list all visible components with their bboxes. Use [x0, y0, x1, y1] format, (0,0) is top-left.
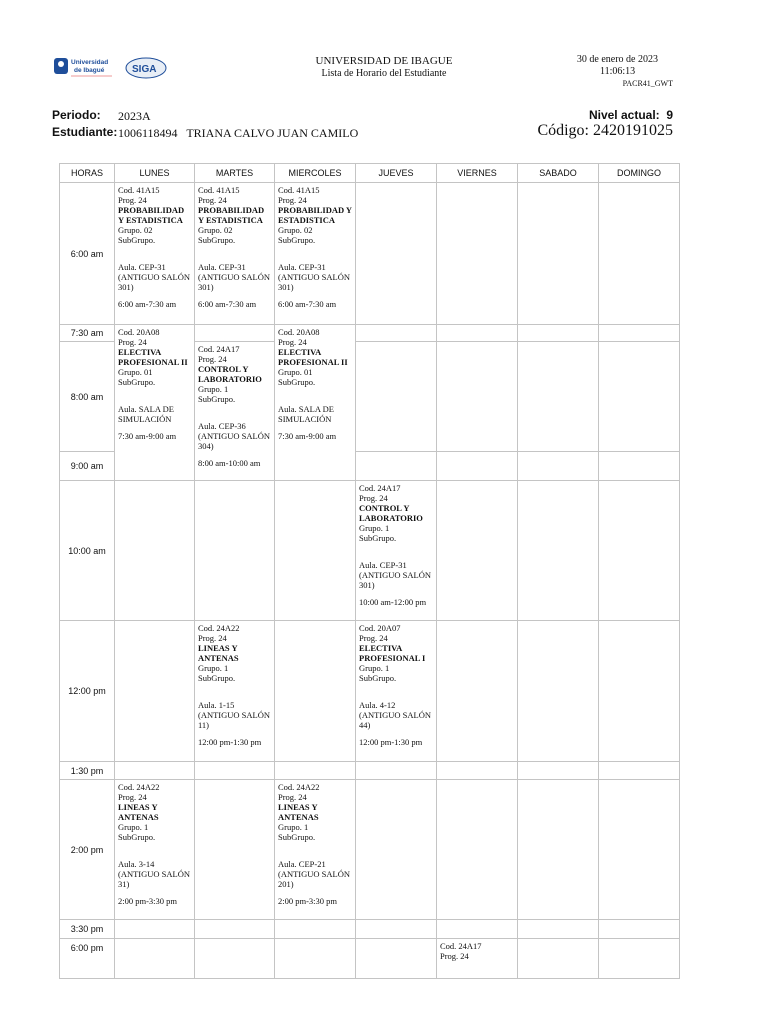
course-group: Grupo. 1 — [278, 822, 309, 832]
course-room: Aula. CEP-31 (ANTIGUO SALÓN 301) — [118, 262, 191, 292]
col-header-viernes: VIERNES — [437, 164, 518, 183]
codigo-value: 2420191025 — [593, 122, 673, 139]
col-header-lunes: LUNES — [115, 164, 195, 183]
course-prog: Prog. 24 — [359, 633, 388, 643]
course-code: Cod. 20A08 — [278, 327, 320, 337]
course-group: Grupo. 1 — [198, 663, 229, 673]
hour-cell: 6:00 pm — [60, 939, 115, 979]
event-cell — [195, 342, 275, 481]
svg-text:SIGA: SIGA — [132, 64, 157, 75]
course-subgroup: SubGrupo. — [359, 533, 397, 543]
nivel-actual: Nivel actual: 9 — [588, 108, 673, 122]
course-prog: Prog. 24 — [198, 633, 227, 643]
course-time: 2:00 pm-3:30 pm — [278, 896, 338, 906]
course-room: Aula. 3-14 (ANTIGUO SALÓN 31) — [118, 859, 191, 889]
course-code: Cod. 41A15 — [118, 185, 160, 195]
course-prog: Prog. 24 — [118, 195, 147, 205]
event-cell — [115, 325, 195, 481]
row-730am — [60, 325, 680, 342]
course-code: Cod. 24A22 — [278, 782, 320, 792]
report-code: PACR41_GWT — [622, 79, 673, 88]
course-time: 2:00 pm-3:30 pm — [118, 896, 178, 906]
row-330pm — [60, 920, 680, 939]
course-subgroup: SubGrupo. — [278, 235, 316, 245]
course-time: 10:00 am-12:00 pm — [359, 597, 427, 607]
event-cell — [115, 780, 195, 920]
estudiante-label: Estudiante: — [52, 125, 118, 139]
hour-cell: 3:30 pm — [60, 920, 115, 939]
course-time: 7:30 am-9:00 am — [118, 431, 177, 441]
course-subgroup: SubGrupo. — [118, 377, 156, 387]
hour-cell: 8:00 am — [60, 342, 115, 452]
course-prog: Prog. 24 — [198, 195, 227, 205]
course-prog: Prog. 24 — [440, 951, 469, 961]
course-code: Cod. 41A15 — [198, 185, 240, 195]
course-prog: Prog. 24 — [278, 792, 307, 802]
course-group: Grupo. 01 — [118, 367, 153, 377]
row-2pm — [60, 780, 680, 920]
course-group: Grupo. 1 — [359, 663, 390, 673]
course-group: Grupo. 02 — [198, 225, 233, 235]
course-subgroup: SubGrupo. — [198, 235, 236, 245]
event-cell — [356, 621, 437, 762]
course-room: Aula. SALA DE SIMULACIÓN — [278, 404, 334, 424]
course-room: Aula. CEP-21 (ANTIGUO SALÓN 201) — [278, 859, 351, 889]
course-time: 6:00 am-7:30 am — [278, 299, 337, 309]
course-name: LINEAS Y ANTENAS — [118, 802, 159, 822]
course-code: Cod. 24A17 — [440, 941, 482, 951]
hour-cell: 7:30 am — [60, 325, 115, 342]
col-header-miercoles: MIERCOLES — [275, 164, 356, 183]
document-title: Lista de Horario del Estudiante — [321, 68, 447, 79]
col-header-martes: MARTES — [195, 164, 275, 183]
course-subgroup: SubGrupo. — [118, 832, 156, 842]
codigo — [537, 122, 673, 140]
event-cell — [356, 481, 437, 621]
course-group: Grupo. 02 — [118, 225, 153, 235]
course-group: Grupo. 1 — [118, 822, 149, 832]
course-room: Aula. SALA DE SIMULACIÓN — [118, 404, 174, 424]
col-header-sabado: SABADO — [518, 164, 599, 183]
course-group: Grupo. 01 — [278, 367, 313, 377]
event-cell — [275, 325, 356, 481]
event-cell — [195, 621, 275, 762]
event-cell — [195, 183, 275, 325]
course-room: Aula. 4-12 (ANTIGUO SALÓN 44) — [359, 700, 432, 730]
course-group: Grupo. 1 — [198, 384, 229, 394]
course-name: LINEAS Y ANTENAS — [278, 802, 319, 822]
course-subgroup: SubGrupo. — [359, 673, 397, 683]
university-name: UNIVERSIDAD DE IBAGUE — [315, 55, 453, 67]
row-130pm — [60, 762, 680, 780]
course-prog: Prog. 24 — [359, 493, 388, 503]
schedule-table — [59, 163, 680, 979]
hour-cell: 2:00 pm — [60, 780, 115, 920]
course-prog: Prog. 24 — [118, 337, 147, 347]
hour-cell: 1:30 pm — [60, 762, 115, 780]
course-time: 6:00 am-7:30 am — [198, 299, 257, 309]
estudiante-value: 1006118494 TRIANA CALVO JUAN CAMILO — [118, 126, 359, 140]
course-subgroup: SubGrupo. — [118, 235, 156, 245]
row-6pm — [60, 939, 680, 979]
course-prog: Prog. 24 — [118, 792, 147, 802]
periodo-label: Periodo: — [52, 108, 101, 122]
header-row — [60, 164, 680, 183]
course-code: Cod. 20A08 — [118, 327, 160, 337]
row-10am — [60, 481, 680, 621]
course-subgroup: SubGrupo. — [278, 377, 316, 387]
row-12pm — [60, 621, 680, 762]
hour-cell: 12:00 pm — [60, 621, 115, 762]
svg-text:de Ibagué: de Ibagué — [74, 67, 105, 74]
course-subgroup: SubGrupo. — [198, 673, 236, 683]
course-room: Aula. CEP-31 (ANTIGUO SALÓN 301) — [359, 560, 432, 590]
course-name: ELECTIVA PROFESIONAL I — [359, 643, 426, 663]
course-time: 7:30 am-9:00 am — [278, 431, 337, 441]
course-group: Grupo. 02 — [278, 225, 313, 235]
course-room: Aula. CEP-31 (ANTIGUO SALÓN 301) — [198, 262, 271, 292]
course-code: Cod. 20A07 — [359, 623, 401, 633]
course-code: Cod. 24A17 — [198, 344, 240, 354]
hour-cell: 10:00 am — [60, 481, 115, 621]
event-cell — [275, 780, 356, 920]
course-name: LINEAS Y ANTENAS — [198, 643, 239, 663]
codigo-label: Código: — [537, 122, 589, 139]
course-prog: Prog. 24 — [278, 337, 307, 347]
course-name: CONTROL Y LABORATORIO — [198, 364, 262, 384]
event-cell — [275, 183, 356, 325]
report-date: 30 de enero de 2023 — [576, 54, 658, 65]
course-time: 6:00 am-7:30 am — [118, 299, 177, 309]
report-time: 11:06:13 — [600, 66, 636, 77]
course-code: Cod. 24A22 — [118, 782, 160, 792]
course-prog: Prog. 24 — [278, 195, 307, 205]
col-header-jueves: JUEVES — [356, 164, 437, 183]
course-group: Grupo. 1 — [359, 523, 390, 533]
course-name: PROBABILIDAD Y ESTADISTICA — [278, 205, 352, 225]
hour-cell: 9:00 am — [60, 452, 115, 481]
course-name: PROBABILIDAD Y ESTADISTICA — [118, 205, 185, 225]
course-room: Aula. 1-15 (ANTIGUO SALÓN 11) — [198, 700, 271, 730]
course-subgroup: SubGrupo. — [278, 832, 316, 842]
course-code: Cod. 41A15 — [278, 185, 320, 195]
svg-text:Universidad: Universidad — [71, 59, 109, 66]
course-time: 12:00 pm-1:30 pm — [359, 737, 423, 747]
row-6am — [60, 183, 680, 325]
hour-cell: 6:00 am — [60, 183, 115, 325]
course-code: Cod. 24A22 — [198, 623, 240, 633]
course-code: Cod. 24A17 — [359, 483, 401, 493]
course-prog: Prog. 24 — [198, 354, 227, 364]
course-room: Aula. CEP-36 (ANTIGUO SALÓN 304) — [198, 421, 271, 451]
periodo-value: 2023A — [118, 109, 151, 123]
course-name: PROBABILIDAD Y ESTADISTICA — [198, 205, 265, 225]
event-cell — [437, 939, 518, 979]
course-name: CONTROL Y LABORATORIO — [359, 503, 423, 523]
course-name: ELECTIVA PROFESIONAL II — [278, 347, 348, 367]
event-cell — [115, 183, 195, 325]
col-header-horas: HORAS — [60, 164, 115, 183]
course-subgroup: SubGrupo. — [198, 394, 236, 404]
course-time: 12:00 pm-1:30 pm — [198, 737, 262, 747]
course-name: ELECTIVA PROFESIONAL II — [118, 347, 188, 367]
col-header-domingo: DOMINGO — [599, 164, 680, 183]
course-time: 8:00 am-10:00 am — [198, 458, 261, 468]
course-room: Aula. CEP-31 (ANTIGUO SALÓN 301) — [278, 262, 351, 292]
